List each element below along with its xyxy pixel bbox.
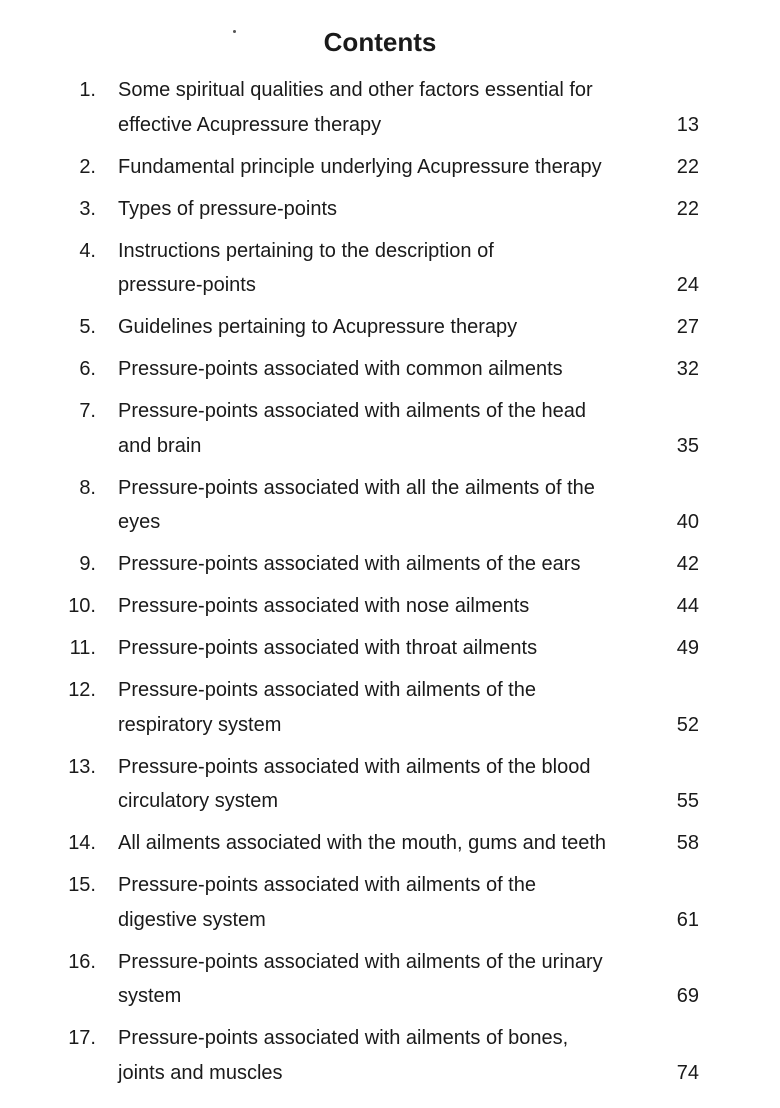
toc-entry-title-line: Fundamental principle underlying Acupressure therapy	[118, 155, 602, 178]
toc-entry-number: 7.	[79, 400, 96, 422]
toc-entry	[0, 310, 780, 352]
toc-entry-title-line: Guidelines pertaining to Acupressure therapy	[118, 316, 518, 338]
toc-entry-title	[118, 310, 658, 345]
toc-entry-number: 9.	[79, 553, 96, 575]
toc-entry-title	[118, 868, 658, 937]
toc-entry-title-line: All ailments associated with the mouth, gums and teeth	[118, 832, 607, 854]
toc-entry	[0, 471, 780, 548]
toc-entry-page-number: 32	[676, 358, 699, 380]
toc-entry-title	[118, 1021, 658, 1090]
toc-entry-title-line: respiratory system	[118, 713, 282, 736]
toc-entry	[0, 394, 780, 471]
toc-entry-title	[118, 471, 658, 540]
toc-entry	[0, 547, 780, 589]
toc-entry	[0, 352, 780, 394]
toc-entry-title-line: Pressure-points associated with ailments of the urinary	[118, 950, 603, 973]
toc-entry-page-number: 22	[676, 197, 699, 220]
toc-entry-number: 6.	[79, 358, 96, 380]
toc-entry-title-line: Pressure-points associated with ailments of the blood	[118, 755, 591, 778]
toc-entry-number: 11.	[69, 637, 96, 659]
toc-entry-page-number: 42	[676, 553, 699, 575]
toc-entry-number: 14.	[68, 832, 96, 854]
toc-entry	[0, 192, 780, 234]
toc-entry-title-line: pressure-points	[118, 274, 256, 296]
toc-entry-title	[118, 589, 658, 624]
toc-entry-title	[118, 750, 658, 819]
toc-entry	[0, 945, 780, 1022]
toc-entry-title-line: and brain	[118, 434, 202, 457]
toc-entry	[0, 631, 780, 673]
toc-entry-number: 13.	[68, 755, 96, 778]
toc-entry-title	[118, 826, 658, 861]
toc-entry-number: 4.	[79, 239, 96, 262]
toc-entry	[0, 1021, 780, 1098]
toc-entry-title-line: Some spiritual qualities and other factors essential for	[118, 79, 593, 101]
toc-entry-page-number: 61	[676, 908, 699, 931]
toc-entry-title	[118, 945, 658, 1014]
toc-entry-title-line: joints and muscles	[118, 1061, 283, 1084]
table-of-contents	[0, 73, 780, 1098]
toc-entry-page-number: 22	[676, 155, 699, 178]
toc-entry-number: 5.	[79, 316, 96, 338]
toc-entry-page-number: 24	[676, 274, 699, 296]
toc-entry-title-line: Pressure-points associated with ailments of the	[118, 874, 536, 896]
toc-entry-number: 16.	[68, 950, 96, 973]
toc-entry-title-line: Pressure-points associated with ailments of the head	[118, 400, 587, 422]
toc-entry-page-number: 44	[676, 595, 699, 617]
toc-entry-page-number: 55	[676, 790, 699, 812]
toc-entry-page-number: 74	[676, 1061, 699, 1084]
toc-entry-page-number: 27	[676, 316, 699, 338]
toc-entry	[0, 826, 780, 868]
toc-entry-page-number: 35	[676, 434, 699, 457]
toc-entry-number: 12.	[68, 679, 96, 701]
toc-entry-page-number: 13	[676, 113, 699, 136]
toc-entry-title-line: Instructions pertaining to the description of	[118, 239, 494, 262]
toc-entry-title-line: Pressure-points associated with all the ailments of the	[118, 476, 595, 499]
toc-entry-page-number: 69	[676, 985, 699, 1007]
toc-entry-title-line: Pressure-points associated with ailments of the ears	[118, 553, 581, 575]
toc-entry-title	[118, 150, 658, 185]
toc-entry-page-number: 40	[676, 511, 699, 533]
toc-entry	[0, 868, 780, 945]
toc-entry-number: 15.	[68, 874, 96, 896]
page-title: Contents	[323, 27, 437, 57]
toc-entry-title-line: Pressure-points associated with ailments of bones,	[118, 1027, 569, 1049]
toc-entry	[0, 234, 780, 311]
toc-entry-title	[118, 352, 658, 387]
toc-entry-title	[118, 673, 658, 742]
toc-entry-title	[118, 73, 658, 142]
toc-entry-title-line: effective Acupressure therapy	[118, 113, 382, 136]
toc-entry-title	[118, 192, 658, 227]
toc-entry-title-line: Pressure-points associated with throat ailments	[118, 637, 538, 659]
toc-entry-number: 17.	[68, 1027, 96, 1049]
toc-entry-title-line: Pressure-points associated with common ailments	[118, 358, 563, 380]
toc-entry	[0, 750, 780, 827]
toc-entry	[0, 673, 780, 750]
toc-entry-title-line: Pressure-points associated with ailments of the	[118, 679, 536, 701]
toc-entry-page-number: 58	[676, 832, 699, 854]
toc-entry-title-line: eyes	[118, 511, 161, 533]
toc-entry-title-line: Types of pressure-points	[118, 197, 337, 220]
toc-entry	[0, 73, 780, 150]
toc-entry-title	[118, 394, 658, 463]
toc-entry-page-number: 49	[676, 637, 699, 659]
toc-entry-number: 8.	[79, 476, 96, 499]
toc-entry-title	[118, 631, 658, 666]
toc-entry-number: 1.	[79, 79, 96, 101]
toc-entry	[0, 589, 780, 631]
toc-entry-number: 3.	[79, 197, 96, 220]
toc-entry-title-line: circulatory system	[118, 790, 279, 812]
toc-entry-title-line: system	[118, 985, 182, 1007]
toc-entry-page-number: 52	[676, 713, 699, 736]
toc-entry-title	[118, 547, 658, 582]
toc-entry-number: 10.	[68, 595, 96, 617]
toc-entry	[0, 150, 780, 192]
toc-entry-title-line: Pressure-points associated with nose ailments	[118, 595, 530, 617]
toc-entry-title	[118, 234, 658, 303]
toc-entry-number: 2.	[79, 155, 96, 178]
toc-entry-title-line: digestive system	[118, 908, 266, 931]
